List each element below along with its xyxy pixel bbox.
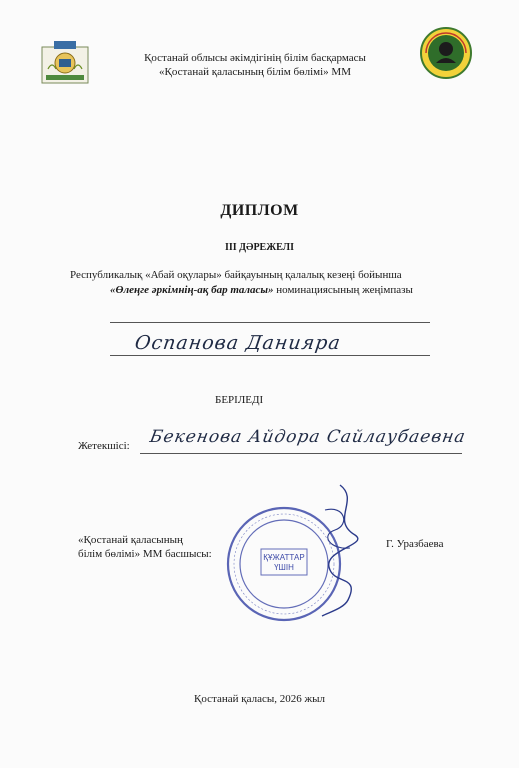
issuer-line-1: Қостанай облысы әкімдігінің білім басқармасы [144, 52, 366, 64]
given-label: БЕРІЛЕДІ [215, 394, 264, 406]
supervisor-name: Бекенова Айдора Сайлаубаевна [148, 427, 468, 447]
director-title [78, 533, 212, 561]
place-and-year: Қостанай қаласы, 2026 жыл [194, 693, 325, 705]
education-department-logo [40, 39, 90, 85]
stamp-text-1: ҚҰЖАТТАР [263, 553, 305, 562]
issuer-header [95, 51, 415, 79]
supervisor-line [140, 453, 462, 454]
handwritten-signature [300, 480, 380, 620]
stamp-text-2: ҮШІН [274, 563, 294, 572]
nomination-title: «Өлеңге әркімнің-ақ бар таласы» [110, 284, 274, 296]
abai-readings-emblem [420, 27, 472, 79]
director-name: Г. Уразбаева [386, 538, 444, 550]
winner-line-top [110, 322, 430, 323]
diploma-title: ДИПЛОМ [220, 202, 299, 219]
issuer-line-2: «Қостанай қаласының білім бөлімі» ММ [159, 66, 351, 78]
director-line-2: білім бөлімі» ММ басшысы: [78, 548, 212, 560]
nomination-line [110, 284, 510, 296]
winner-name: Оспанова Данияра [133, 332, 343, 354]
competition-line: Республикалық «Абай оқулары» байқауының қалалық кезеңі бойынша [70, 269, 402, 281]
nomination-rest: номинациясының жеңімпазы [276, 284, 413, 296]
supervisor-label: Жетекшісі: [78, 440, 130, 452]
diploma-degree: ІІІ ДӘРЕЖЕЛІ [225, 242, 294, 253]
director-line-1: «Қостанай қаласының [78, 534, 183, 546]
winner-line-bottom [110, 355, 430, 356]
